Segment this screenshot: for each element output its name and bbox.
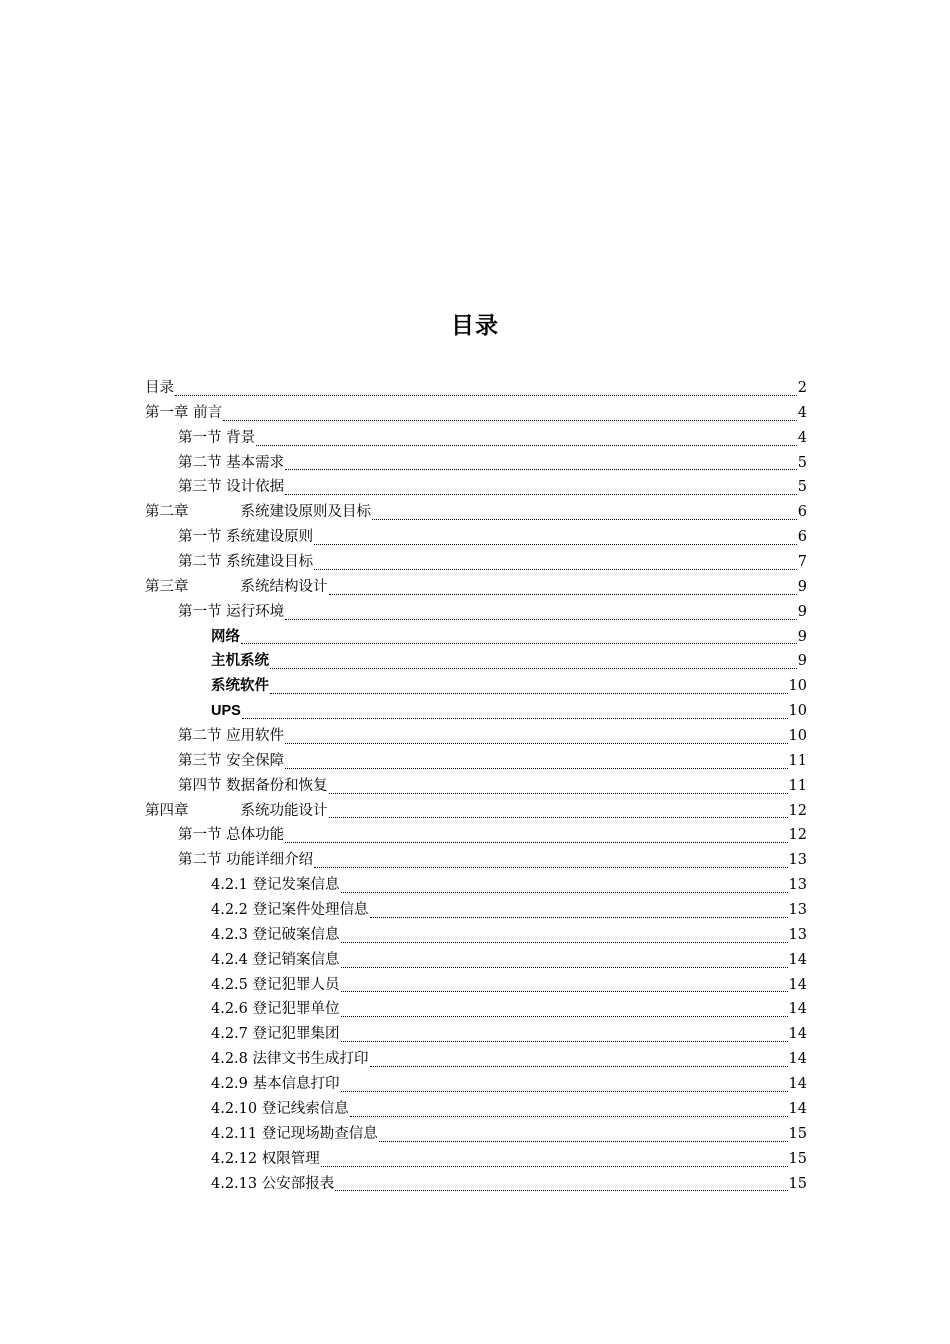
toc-entry-title	[211, 1147, 320, 1172]
toc-entry-title	[178, 749, 284, 774]
toc-entry-label: 4.2.12 权限管理	[211, 1150, 320, 1167]
toc-page-number: 14	[788, 951, 807, 968]
toc-dot-leader	[335, 1189, 787, 1191]
table-of-contents	[145, 376, 807, 1196]
toc-entry-title	[211, 1022, 340, 1047]
toc-entry-label: 目录	[145, 380, 174, 396]
toc-entry-label: 第二节 功能详细介绍	[178, 852, 314, 869]
toc-entry-title	[211, 898, 369, 923]
toc-entry-title	[211, 973, 340, 998]
toc-entry[interactable]	[145, 1097, 807, 1122]
toc-entry[interactable]	[145, 848, 807, 873]
toc-entry-label: 4.2.8 法律文书生成打印	[211, 1051, 369, 1068]
toc-page-number: 14	[788, 1001, 807, 1018]
toc-entry-title	[211, 674, 269, 699]
toc-entry-label: 第一章 前言	[145, 404, 223, 421]
toc-page-number: 2	[797, 380, 807, 396]
toc-page-number: 11	[788, 777, 807, 794]
toc-entry[interactable]	[145, 401, 807, 426]
toc-entry-title	[178, 550, 313, 575]
toc-dot-leader	[175, 394, 797, 396]
toc-page-number: 6	[797, 504, 807, 521]
toc-entry-label: 4.2.5 登记犯罪人员	[211, 976, 340, 993]
toc-entry[interactable]	[145, 1047, 807, 1072]
toc-entry-title	[211, 1072, 340, 1097]
toc-page-number: 7	[797, 554, 807, 571]
toc-page-number: 11	[788, 752, 807, 769]
toc-dot-leader	[370, 1065, 788, 1067]
toc-page-number: 10	[788, 678, 807, 695]
toc-entry[interactable]	[145, 575, 807, 600]
toc-dot-leader	[241, 642, 797, 644]
toc-entry-title	[178, 848, 313, 873]
toc-entry-title	[211, 1122, 378, 1147]
toc-entry[interactable]	[145, 525, 807, 550]
toc-dot-leader	[285, 767, 787, 769]
toc-entry[interactable]	[145, 376, 807, 401]
toc-dot-leader	[242, 717, 788, 719]
toc-entry[interactable]	[145, 973, 807, 998]
toc-dot-leader	[321, 1165, 788, 1167]
toc-page-number: 13	[788, 902, 807, 919]
toc-entry-label: 第四节 数据备份和恢复	[178, 777, 328, 794]
toc-chapter-label: 第三章	[145, 578, 189, 595]
toc-page-number: 10	[788, 703, 807, 720]
toc-entry-title	[211, 625, 240, 650]
toc-entry-label: 4.2.11 登记现场勘查信息	[211, 1125, 378, 1142]
toc-dot-leader	[372, 518, 797, 520]
toc-entry[interactable]	[145, 774, 807, 799]
toc-entry[interactable]	[145, 923, 807, 948]
toc-entry-label: 第一节 系统建设原则	[178, 529, 314, 546]
toc-entry-title	[178, 426, 255, 451]
toc-entry[interactable]	[145, 475, 807, 500]
toc-entry[interactable]	[145, 997, 807, 1022]
toc-dot-leader	[285, 742, 787, 744]
toc-entry-label: 第三节 安全保障	[178, 752, 285, 769]
toc-entry-label: 系统建设原则及目标	[240, 504, 371, 521]
toc-page-number: 14	[788, 1100, 807, 1117]
toc-page-number: 14	[788, 1051, 807, 1068]
toc-chapter-label: 第四章	[145, 802, 189, 819]
toc-entry-label: 4.2.4 登记销案信息	[211, 951, 340, 968]
toc-page-number: 15	[788, 1150, 807, 1167]
toc-entry-label: 主机系统	[211, 653, 269, 670]
toc-entry-label: 4.2.3 登记破案信息	[211, 926, 340, 943]
toc-page-number: 13	[788, 926, 807, 943]
toc-entry-label: 第二节 系统建设目标	[178, 554, 314, 571]
toc-entry-label: 4.2.9 基本信息打印	[211, 1076, 340, 1093]
toc-dot-leader	[329, 593, 797, 595]
toc-dot-leader	[314, 866, 787, 868]
toc-dot-leader	[341, 966, 788, 968]
toc-entry[interactable]	[145, 799, 807, 824]
toc-entry[interactable]	[145, 948, 807, 973]
page-title: 目录	[451, 313, 499, 339]
toc-entry[interactable]	[145, 451, 807, 476]
toc-entry-label: 系统软件	[211, 678, 269, 695]
toc-dot-leader	[285, 841, 787, 843]
toc-entry-label: 系统功能设计	[240, 802, 328, 819]
toc-dot-leader	[341, 1040, 788, 1042]
toc-entry-title	[211, 699, 241, 724]
toc-entry-title	[145, 500, 371, 525]
toc-entry-label: 网络	[211, 628, 240, 645]
toc-entry-title	[211, 873, 340, 898]
toc-page-number: 14	[788, 1076, 807, 1093]
toc-entry-title	[145, 376, 174, 401]
toc-dot-leader	[270, 692, 788, 694]
toc-entry-title	[145, 799, 328, 824]
toc-entry-title	[211, 948, 340, 973]
toc-entry[interactable]	[145, 426, 807, 451]
toc-entry-label: 第二节 应用软件	[178, 728, 285, 745]
toc-page-number: 10	[788, 728, 807, 745]
toc-chapter-label: 第二章	[145, 504, 189, 521]
toc-dot-leader	[341, 1015, 788, 1017]
toc-entry[interactable]	[145, 674, 807, 699]
toc-entry[interactable]	[145, 500, 807, 525]
toc-entry-title	[178, 475, 284, 500]
toc-entry-label: 4.2.10 登记线索信息	[211, 1100, 349, 1117]
toc-dot-leader	[341, 941, 788, 943]
toc-page-number: 15	[788, 1125, 807, 1142]
toc-page-number: 5	[797, 479, 807, 496]
toc-page-number: 13	[788, 877, 807, 894]
toc-entry[interactable]	[145, 600, 807, 625]
toc-entry[interactable]	[145, 749, 807, 774]
toc-page-number: 14	[788, 1026, 807, 1043]
toc-page-number: 12	[788, 827, 807, 844]
toc-entry[interactable]	[145, 724, 807, 749]
toc-entry-title	[178, 774, 328, 799]
toc-dot-leader	[329, 816, 788, 818]
toc-dot-leader	[370, 916, 788, 918]
toc-page-number: 15	[788, 1175, 807, 1192]
toc-entry-title	[211, 1172, 334, 1197]
toc-entry-label: 4.2.2 登记案件处理信息	[211, 902, 369, 919]
toc-dot-leader	[350, 1115, 788, 1117]
toc-entry[interactable]	[145, 823, 807, 848]
toc-entry[interactable]	[145, 550, 807, 575]
toc-dot-leader	[329, 792, 788, 794]
toc-entry[interactable]	[145, 1122, 807, 1147]
toc-entry-title	[145, 575, 328, 600]
toc-entry-label: 第一节 总体功能	[178, 827, 285, 844]
toc-entry-title	[145, 401, 222, 426]
toc-dot-leader	[256, 444, 797, 446]
toc-entry-title	[178, 823, 284, 848]
toc-page-number: 6	[797, 529, 807, 546]
toc-entry-title	[211, 923, 340, 948]
toc-entry[interactable]	[145, 699, 807, 724]
toc-entry-title	[178, 525, 313, 550]
toc-page-number: 9	[797, 578, 807, 595]
toc-entry[interactable]	[145, 873, 807, 898]
toc-entry-title	[211, 997, 340, 1022]
toc-entry[interactable]	[145, 1172, 807, 1197]
toc-entry-label: 4.2.13 公安部报表	[211, 1175, 335, 1192]
toc-page-number: 4	[797, 429, 807, 446]
toc-entry-label: 4.2.7 登记犯罪集团	[211, 1026, 340, 1043]
toc-dot-leader	[285, 468, 797, 470]
toc-page-number: 14	[788, 976, 807, 993]
toc-entry-label: 系统结构设计	[240, 578, 328, 595]
toc-entry-title	[178, 600, 284, 625]
toc-entry-title	[211, 1097, 349, 1122]
toc-entry-label: 4.2.6 登记犯罪单位	[211, 1001, 340, 1018]
toc-dot-leader	[341, 990, 788, 992]
toc-dot-leader	[314, 568, 797, 570]
toc-page-number: 4	[797, 404, 807, 421]
toc-entry[interactable]	[145, 1072, 807, 1097]
toc-dot-leader	[341, 891, 788, 893]
toc-dot-leader	[223, 419, 797, 421]
toc-dot-leader	[285, 618, 797, 620]
toc-entry-title	[178, 724, 284, 749]
toc-page-number: 5	[797, 454, 807, 471]
toc-entry[interactable]	[145, 649, 807, 674]
toc-entry[interactable]	[145, 898, 807, 923]
toc-entry[interactable]	[145, 1022, 807, 1047]
toc-page-number: 12	[788, 802, 807, 819]
toc-entry-label: 4.2.1 登记发案信息	[211, 877, 340, 894]
toc-dot-leader	[270, 667, 797, 669]
toc-entry-label: 第一节 运行环境	[178, 603, 285, 620]
toc-entry-label: 第二节 基本需求	[178, 454, 285, 471]
toc-entry-label: UPS	[211, 703, 241, 720]
toc-entry-title	[178, 451, 284, 476]
toc-dot-leader	[285, 493, 797, 495]
toc-page-number: 9	[797, 603, 807, 620]
toc-entry-title	[211, 1047, 369, 1072]
toc-page-number: 9	[797, 653, 807, 670]
toc-dot-leader	[379, 1140, 788, 1142]
toc-dot-leader	[314, 543, 797, 545]
toc-entry[interactable]	[145, 1147, 807, 1172]
toc-entry-label: 第三节 设计依据	[178, 479, 285, 496]
toc-page-number: 13	[788, 852, 807, 869]
toc-page-number: 9	[797, 628, 807, 645]
toc-entry-label: 第一节 背景	[178, 429, 256, 446]
toc-entry[interactable]	[145, 625, 807, 650]
toc-dot-leader	[341, 1090, 788, 1092]
toc-entry-title	[211, 649, 269, 674]
